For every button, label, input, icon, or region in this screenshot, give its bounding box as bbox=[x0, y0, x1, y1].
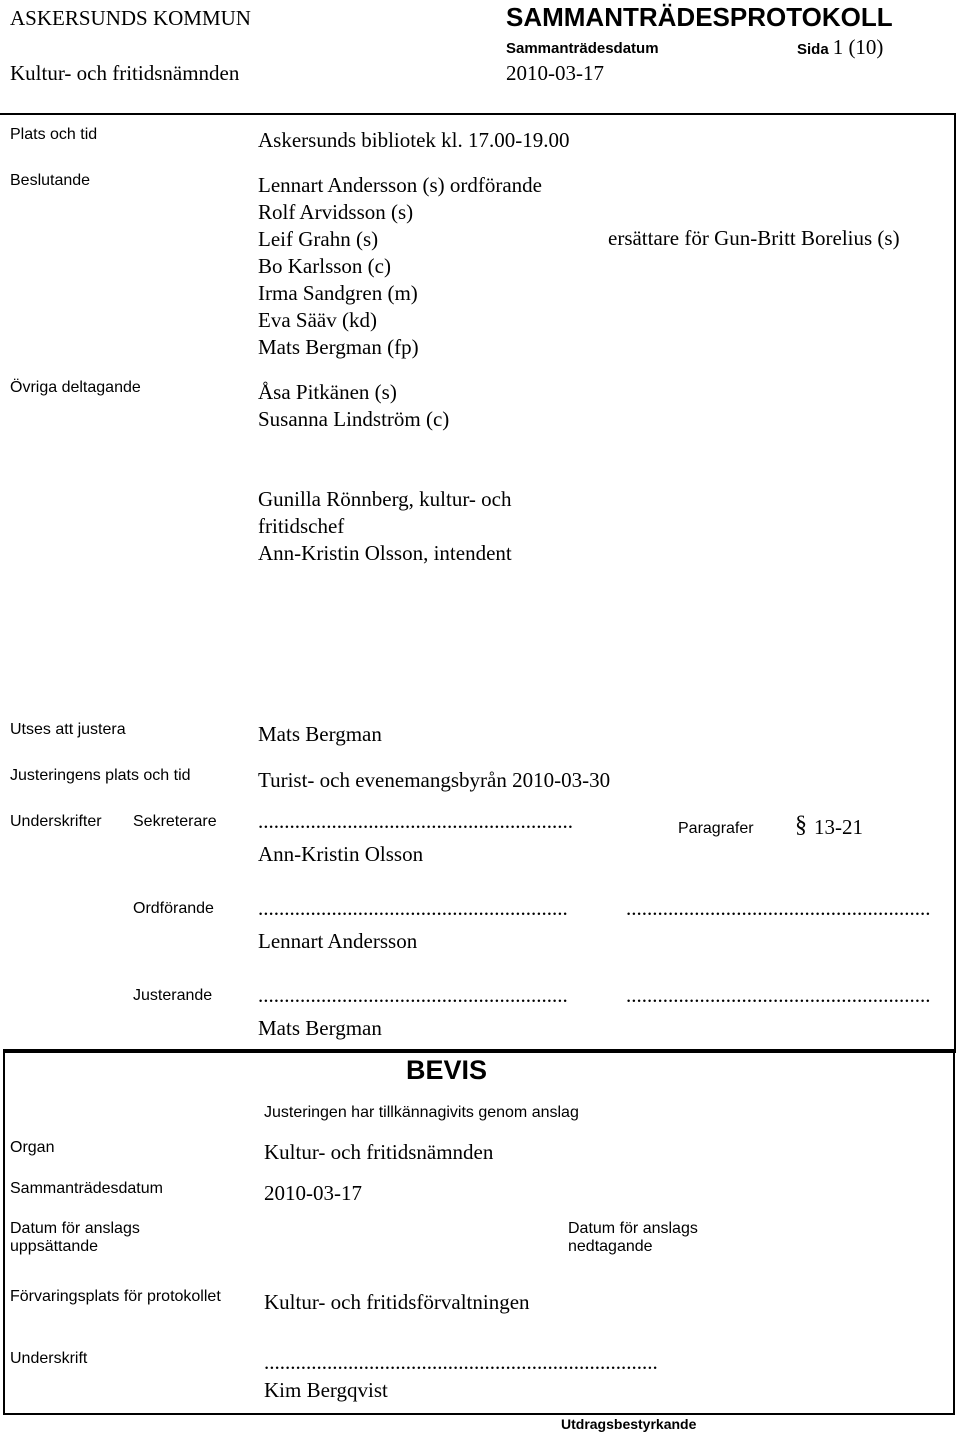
others-list bbox=[258, 379, 449, 433]
storage-value: Kultur- och fritidsförvaltningen bbox=[264, 1290, 530, 1314]
secretary-signature-line: ............................................................ bbox=[258, 809, 573, 833]
document-type: SAMMANTRÄDESPROTOKOLL bbox=[506, 2, 893, 32]
deciding-member: Irma Sandgren (m) bbox=[258, 281, 418, 305]
bevis-title: BEVIS bbox=[406, 1055, 488, 1085]
chair-name: Lennart Andersson bbox=[258, 929, 418, 953]
committee-name: Kultur- och fritidsnämnden bbox=[10, 61, 240, 85]
organ-label: Organ bbox=[10, 1139, 55, 1156]
page-number: 1 (10) bbox=[832, 35, 884, 59]
place-label: Plats och tid bbox=[10, 126, 98, 143]
secretary-name: Ann-Kristin Olsson bbox=[258, 842, 424, 866]
removal-date-label-line: nedtagande bbox=[568, 1238, 653, 1255]
municipality-name: ASKERSUNDS KOMMUN bbox=[10, 6, 251, 30]
deciding-member: Rolf Arvidsson (s) bbox=[258, 200, 414, 224]
signature-label: Underskrift bbox=[10, 1350, 88, 1367]
secretary-label: Sekreterare bbox=[133, 813, 217, 830]
certification-note: Utdragsbestyrkande bbox=[561, 1416, 697, 1432]
page-indicator bbox=[797, 35, 883, 60]
paragraphs-label: Paragrafer bbox=[678, 820, 754, 837]
header-rule bbox=[0, 113, 956, 115]
others-label: Övriga deltagande bbox=[10, 379, 141, 396]
official-line: Ann-Kristin Olsson, intendent bbox=[258, 541, 512, 565]
deciding-member: Mats Bergman (fp) bbox=[258, 335, 419, 359]
substitute-note: ersättare för Gun-Britt Borelius (s) bbox=[608, 226, 900, 250]
adjuster-label: Justerande bbox=[133, 987, 213, 1004]
bevis-signature-line: ........................................................................... bbox=[264, 1350, 658, 1374]
adjuster-signature-line: ........................................................... bbox=[258, 983, 568, 1007]
deciding-label: Beslutande bbox=[10, 172, 91, 189]
other-participant: Åsa Pitkänen (s) bbox=[258, 380, 397, 404]
bevis-date: 2010-03-17 bbox=[264, 1181, 362, 1205]
official-line: Gunilla Rönnberg, kultur- och bbox=[258, 487, 512, 511]
deciding-member: Lennart Andersson (s) ordförande bbox=[258, 173, 542, 197]
deciding-member: Leif Grahn (s) bbox=[258, 227, 379, 251]
organ-value: Kultur- och fritidsnämnden bbox=[264, 1140, 494, 1164]
deciding-member: Eva Sääv (kd) bbox=[258, 308, 377, 332]
adjuster-name: Mats Bergman bbox=[258, 1016, 382, 1040]
posting-date-label-line: Datum för anslags bbox=[10, 1220, 140, 1237]
bevis-date-label: Sammanträdesdatum bbox=[10, 1180, 163, 1197]
posting-date-label-line: uppsättande bbox=[10, 1238, 99, 1255]
place-value: Askersunds bibliotek kl. 17.00-19.00 bbox=[258, 128, 570, 152]
officials-list bbox=[258, 486, 512, 567]
deciding-member: Bo Karlsson (c) bbox=[258, 254, 391, 278]
adjuster-appointed-label: Utses att justera bbox=[10, 721, 126, 738]
bevis-subtitle: Justeringen har tillkännagivits genom anslag bbox=[264, 1104, 579, 1121]
adjuster-appointed: Mats Bergman bbox=[258, 722, 382, 746]
paragraph-range: 13-21 bbox=[814, 815, 863, 839]
bevis-signer-name: Kim Bergqvist bbox=[264, 1378, 388, 1402]
signatures-label: Underskrifter bbox=[10, 813, 102, 830]
other-participant: Susanna Lindström (c) bbox=[258, 407, 450, 431]
header-date-label: Sammanträdesdatum bbox=[506, 40, 659, 57]
adjustment-place: Turist- och evenemangsbyrån 2010-03-30 bbox=[258, 768, 611, 792]
header-date: 2010-03-17 bbox=[506, 61, 604, 85]
adjuster-signature-line-right: .......................................................... bbox=[626, 983, 931, 1007]
chair-signature-line: ........................................................... bbox=[258, 896, 568, 920]
chair-signature-line-right: .......................................................... bbox=[626, 896, 931, 920]
official-line: fritidschef bbox=[258, 514, 345, 538]
section-sign-icon: § bbox=[795, 812, 807, 838]
storage-label: Förvaringsplats för protokollet bbox=[10, 1288, 221, 1305]
page-label: Sida bbox=[797, 41, 829, 58]
posting-date-label bbox=[10, 1220, 140, 1256]
removal-date-label bbox=[568, 1220, 698, 1256]
adjustment-place-label: Justeringens plats och tid bbox=[10, 767, 191, 784]
chair-label: Ordförande bbox=[133, 900, 214, 917]
removal-date-label-line: Datum för anslags bbox=[568, 1220, 698, 1237]
frame-right bbox=[954, 113, 956, 1053]
deciding-list bbox=[258, 172, 542, 361]
